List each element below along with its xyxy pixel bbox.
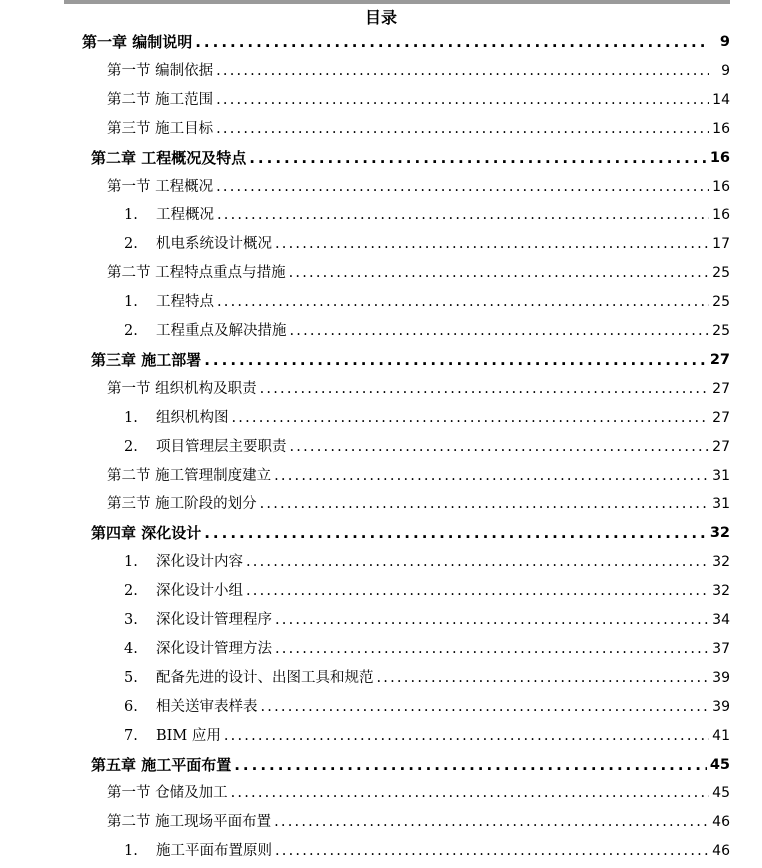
toc-entry[interactable] bbox=[107, 116, 730, 138]
toc-entry[interactable] bbox=[107, 58, 730, 80]
toc-leader-dots bbox=[234, 756, 707, 774]
toc-entry-number: 7. bbox=[124, 727, 138, 744]
toc-entry-page: 32 bbox=[712, 583, 730, 600]
toc-entry-page: 25 bbox=[712, 294, 730, 311]
toc-entry-label: 第一章 编制说明 bbox=[82, 33, 193, 51]
toc-entry-number: 2. bbox=[124, 236, 138, 253]
toc-entry-number: 6. bbox=[124, 698, 138, 715]
toc-entry[interactable] bbox=[107, 491, 730, 513]
toc-entry-label: 工程概况 bbox=[156, 207, 214, 224]
toc-leader-dots bbox=[275, 235, 709, 253]
toc-leader-dots bbox=[260, 495, 709, 513]
toc-leader-dots bbox=[261, 698, 710, 716]
toc-entry-page: 9 bbox=[721, 62, 730, 79]
toc-entry[interactable] bbox=[124, 405, 730, 427]
toc-entry-page: 9 bbox=[719, 34, 730, 50]
toc-entry-label: BIM 应用 bbox=[156, 727, 221, 744]
toc-entry-label: 第二节 施工管理制度建立 bbox=[107, 467, 272, 484]
toc-leader-dots bbox=[289, 264, 709, 282]
toc-entry-page: 39 bbox=[712, 698, 730, 715]
toc-entry[interactable] bbox=[107, 809, 730, 831]
toc-leader-dots bbox=[290, 438, 710, 456]
toc-leader-dots bbox=[246, 553, 709, 571]
toc-entry-page: 32 bbox=[709, 525, 730, 542]
toc-entry-page: 46 bbox=[712, 814, 730, 831]
toc-leader-dots bbox=[204, 351, 707, 369]
toc-entry[interactable] bbox=[124, 578, 730, 600]
toc-entry-label: 第一节 组织机构及职责 bbox=[107, 380, 257, 397]
toc-entry-label: 深化设计管理方法 bbox=[156, 640, 272, 657]
toc-entry[interactable] bbox=[124, 202, 730, 224]
toc-entry[interactable] bbox=[124, 318, 730, 340]
toc-leader-dots bbox=[217, 293, 709, 311]
toc-entry-page: 16 bbox=[712, 178, 730, 195]
toc-entry-label: 机电系统设计概况 bbox=[156, 236, 272, 253]
toc-entry-label: 项目管理层主要职责 bbox=[156, 438, 287, 455]
toc-entry[interactable] bbox=[124, 694, 730, 716]
toc-entry-label: 第二节 施工现场平面布置 bbox=[107, 814, 272, 831]
toc-entry-page: 46 bbox=[712, 843, 730, 860]
toc-entry[interactable] bbox=[107, 87, 730, 109]
toc-leader-dots bbox=[275, 640, 709, 658]
toc-entry-label: 第一节 仓储及加工 bbox=[107, 785, 228, 802]
toc-leader-dots bbox=[224, 727, 709, 745]
toc-entry-page: 17 bbox=[712, 236, 730, 253]
toc-entry[interactable] bbox=[107, 780, 730, 802]
toc-leader-dots bbox=[216, 178, 709, 196]
toc-entry-label: 第三节 施工阶段的划分 bbox=[107, 496, 257, 513]
toc-entry-page: 31 bbox=[712, 467, 730, 484]
toc-leader-dots bbox=[217, 206, 709, 224]
toc-entry[interactable] bbox=[91, 145, 730, 167]
toc-leader-dots bbox=[204, 524, 707, 542]
toc-leader-dots bbox=[377, 669, 710, 687]
toc-entry-page: 37 bbox=[712, 640, 730, 657]
toc-leader-dots bbox=[216, 120, 709, 138]
toc-entry-page: 39 bbox=[712, 669, 730, 686]
toc-entry[interactable] bbox=[82, 29, 730, 51]
toc-leader-dots bbox=[246, 582, 709, 600]
toc-entry-number: 2. bbox=[124, 583, 138, 600]
toc-entry-page: 41 bbox=[712, 727, 730, 744]
toc-entry-number: 5. bbox=[124, 669, 138, 686]
toc-entry-label: 第一节 编制依据 bbox=[107, 62, 214, 79]
toc-leader-dots bbox=[232, 409, 710, 427]
toc-entry-page: 14 bbox=[712, 91, 730, 108]
toc-entry-label: 第二章 工程概况及特点 bbox=[91, 148, 247, 167]
toc-entry[interactable] bbox=[91, 520, 730, 542]
toc-entry-label: 第二节 施工范围 bbox=[107, 91, 214, 108]
toc-entry-page: 16 bbox=[712, 120, 730, 137]
toc-entry-page: 16 bbox=[709, 149, 730, 166]
toc-leader-dots bbox=[274, 813, 709, 831]
toc-entry-number: 1. bbox=[124, 843, 138, 860]
toc-entry-page: 32 bbox=[712, 554, 730, 571]
toc-leader-dots bbox=[274, 467, 709, 485]
toc-entry-page: 27 bbox=[712, 438, 730, 455]
toc-entry-page: 16 bbox=[712, 207, 730, 224]
toc-entry-number: 1. bbox=[124, 554, 138, 571]
toc-leader-dots bbox=[216, 62, 709, 80]
toc-entry-label: 相关送审表样表 bbox=[156, 698, 258, 715]
toc-entry-label: 第二节 工程特点重点与措施 bbox=[107, 265, 286, 282]
toc-entry[interactable] bbox=[124, 665, 730, 687]
toc-entry-number: 1. bbox=[124, 409, 138, 426]
toc-entry-number: 4. bbox=[124, 640, 138, 657]
toc-entry[interactable] bbox=[107, 260, 730, 282]
toc-entry[interactable] bbox=[124, 289, 730, 311]
toc-entry-label: 深化设计管理程序 bbox=[156, 612, 272, 628]
toc-entry[interactable] bbox=[91, 752, 730, 774]
toc-entry-page: 34 bbox=[712, 612, 730, 628]
toc-entry[interactable] bbox=[124, 607, 730, 629]
toc-entry-label: 工程重点及解决措施 bbox=[156, 323, 287, 339]
toc-entry-number: 2. bbox=[124, 438, 138, 455]
toc-entry-page: 25 bbox=[712, 323, 730, 339]
toc-entry-label: 第五章 施工平面布置 bbox=[91, 755, 232, 774]
toc-leader-dots bbox=[195, 33, 709, 51]
toc-leader-dots bbox=[290, 322, 710, 340]
toc-entry[interactable] bbox=[124, 838, 730, 860]
toc-entry[interactable] bbox=[124, 434, 730, 456]
toc-entry-label: 深化设计内容 bbox=[156, 554, 243, 571]
toc-entry[interactable] bbox=[107, 376, 730, 398]
toc-entry-page: 27 bbox=[712, 380, 730, 397]
toc-entry-label: 第三节 施工目标 bbox=[107, 120, 214, 137]
toc-entry[interactable] bbox=[124, 723, 730, 745]
toc-entry[interactable] bbox=[124, 231, 730, 253]
toc-title: 目录 bbox=[364, 8, 397, 27]
toc-entry-page: 45 bbox=[709, 756, 730, 773]
toc-entry-page: 27 bbox=[709, 351, 730, 368]
toc-entry[interactable] bbox=[124, 549, 730, 571]
toc-entry[interactable] bbox=[107, 463, 730, 485]
toc-entry-page: 31 bbox=[712, 496, 730, 513]
toc-entry-page: 45 bbox=[712, 785, 730, 802]
toc-entry-label: 组织机构图 bbox=[156, 409, 229, 426]
toc-leader-dots bbox=[260, 380, 709, 398]
toc-leader-dots bbox=[275, 611, 709, 629]
toc-entry-page: 25 bbox=[712, 265, 730, 282]
toc-entry-label: 深化设计小组 bbox=[156, 583, 243, 600]
toc-entry[interactable] bbox=[124, 636, 730, 658]
toc-entry-label: 第四章 深化设计 bbox=[91, 524, 202, 543]
toc-leader-dots bbox=[249, 149, 707, 167]
toc-entry-label: 第一节 工程概况 bbox=[107, 178, 214, 195]
toc-entry-number: 3. bbox=[124, 612, 138, 628]
toc-leader-dots bbox=[216, 91, 709, 109]
toc-entry-label: 工程特点 bbox=[156, 294, 214, 311]
toc-entry-number: 1. bbox=[124, 207, 138, 224]
toc-entry-number: 1. bbox=[124, 294, 138, 311]
toc-entry-label: 施工平面布置原则 bbox=[156, 843, 272, 860]
toc-entry-label: 配备先进的设计、出图工具和规范 bbox=[156, 669, 374, 686]
toc-entry[interactable] bbox=[91, 347, 730, 369]
toc-leader-dots bbox=[275, 842, 709, 860]
toc-entry-label: 第三章 施工部署 bbox=[91, 350, 202, 369]
toc-entry-page: 27 bbox=[712, 409, 730, 426]
top-rule bbox=[64, 0, 730, 4]
toc-entry-number: 2. bbox=[124, 323, 138, 339]
toc-entry[interactable] bbox=[107, 174, 730, 196]
toc-leader-dots bbox=[231, 784, 709, 802]
